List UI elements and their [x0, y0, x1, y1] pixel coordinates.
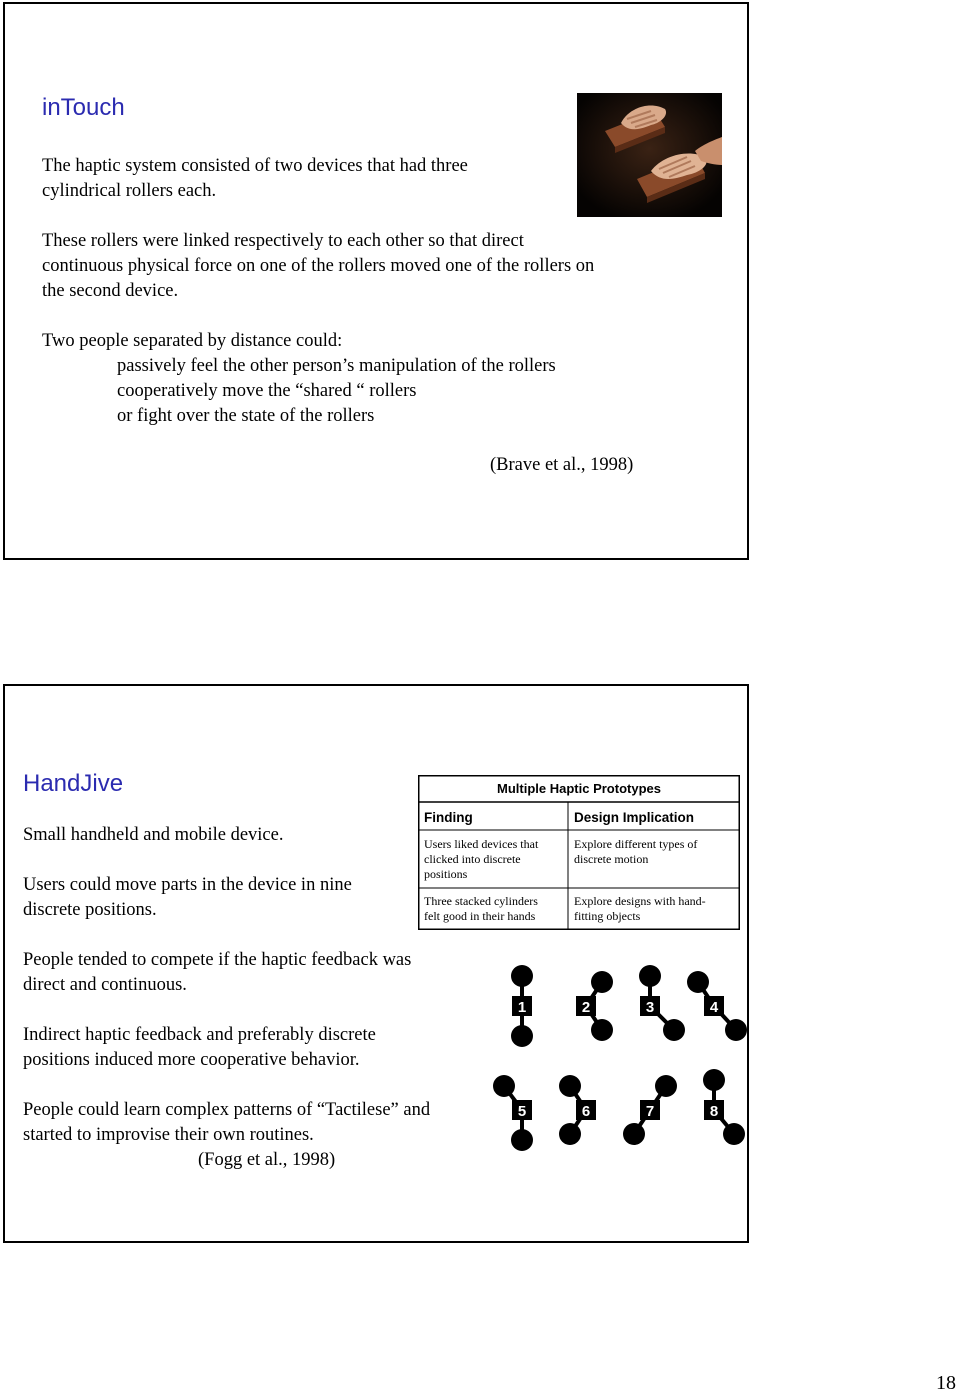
table-cell	[574, 894, 706, 924]
paragraph-line: the second device.	[42, 281, 179, 301]
paragraph-line: discrete positions.	[23, 900, 157, 920]
position-glyph	[687, 971, 747, 1041]
paragraph-line: direct and continuous.	[23, 975, 187, 995]
ball-icon	[655, 1075, 677, 1097]
paragraph-line: continuous physical force on one of the rollers moved one of the rollers on	[42, 256, 595, 276]
paragraph-line: started to improvise their own routines.	[23, 1125, 314, 1145]
ball-icon	[687, 971, 709, 993]
ball-icon	[511, 1129, 533, 1151]
position-number: 5	[517, 1103, 527, 1120]
paragraph-line: Two people separated by distance could:	[42, 331, 343, 351]
position-glyph	[639, 965, 685, 1041]
table-header-design-implication: Design Implication	[574, 810, 695, 825]
table-header-finding: Finding	[424, 810, 473, 825]
slide-title: HandJive	[23, 770, 124, 797]
paragraph-line: People tended to compete if the haptic feedback was	[23, 950, 412, 970]
position-number: 2	[581, 999, 591, 1016]
handjive-positions-diagram	[488, 960, 748, 1160]
ball-icon	[493, 1075, 515, 1097]
paragraph-line: Small handheld and mobile device.	[23, 825, 284, 845]
hands-on-rollers-image	[577, 93, 722, 217]
ball-icon	[511, 965, 533, 987]
position-number: 1	[517, 999, 527, 1016]
ball-icon	[559, 1123, 581, 1145]
table-cell	[424, 894, 538, 924]
position-glyph	[623, 1075, 677, 1145]
ball-icon	[723, 1123, 745, 1145]
citation: (Fogg et al., 1998)	[198, 1150, 336, 1170]
paragraph-line: positions induced more cooperative behavior.	[23, 1050, 360, 1070]
page-number: 18	[936, 1372, 956, 1394]
list-item: cooperatively move the “shared “ rollers	[117, 381, 417, 401]
cell-line: positions	[424, 867, 468, 881]
list-item: passively feel the other person’s manipulation of the rollers	[117, 356, 556, 376]
ball-icon	[639, 965, 661, 987]
cell-line: Explore different types of	[574, 837, 698, 851]
cell-line: Three stacked cylinders	[424, 894, 538, 908]
cell-line: discrete motion	[574, 852, 649, 866]
ball-icon	[703, 1069, 725, 1091]
haptic-prototypes-table	[418, 775, 740, 930]
ball-icon	[725, 1019, 747, 1041]
slide-intouch	[3, 2, 749, 560]
paragraph-line: cylindrical rollers each.	[42, 181, 217, 201]
ball-icon	[663, 1019, 685, 1041]
ball-icon	[591, 1019, 613, 1041]
table-cell	[424, 837, 538, 882]
position-glyph	[559, 1075, 596, 1145]
ball-icon	[591, 971, 613, 993]
table-cell	[574, 837, 697, 867]
position-number: 7	[645, 1103, 655, 1120]
list-item: or fight over the state of the rollers	[117, 406, 375, 426]
cell-line: Users liked devices that	[424, 837, 539, 851]
paragraph-line: Users could move parts in the device in nine	[23, 875, 352, 895]
ball-icon	[623, 1123, 645, 1145]
intouch-photo	[577, 93, 722, 217]
paragraph-line: These rollers were linked respectively to each other so that direct	[42, 231, 524, 251]
position-number: 4	[709, 999, 719, 1016]
position-number: 6	[581, 1103, 591, 1120]
citation: (Brave et al., 1998)	[490, 455, 634, 475]
table-title: Multiple Haptic Prototypes	[497, 781, 661, 796]
ball-icon	[511, 1025, 533, 1047]
position-glyph	[493, 1075, 533, 1151]
cell-line: fitting objects	[574, 909, 641, 923]
paragraph-line: Indirect haptic feedback and preferably discrete	[23, 1025, 376, 1045]
paragraph-line: The haptic system consisted of two devices that had three	[42, 156, 468, 176]
position-glyph	[576, 971, 613, 1041]
position-number: 8	[709, 1103, 719, 1120]
position-number: 3	[645, 999, 655, 1016]
position-glyph	[703, 1069, 745, 1145]
cell-line: clicked into discrete	[424, 852, 521, 866]
cell-line: felt good in their hands	[424, 909, 536, 923]
slide-title: inTouch	[42, 94, 125, 121]
position-glyph	[511, 965, 533, 1047]
cell-line: Explore designs with hand-	[574, 894, 706, 908]
paragraph-line: People could learn complex patterns of “Tactilese” and	[23, 1100, 431, 1120]
ball-icon	[559, 1075, 581, 1097]
